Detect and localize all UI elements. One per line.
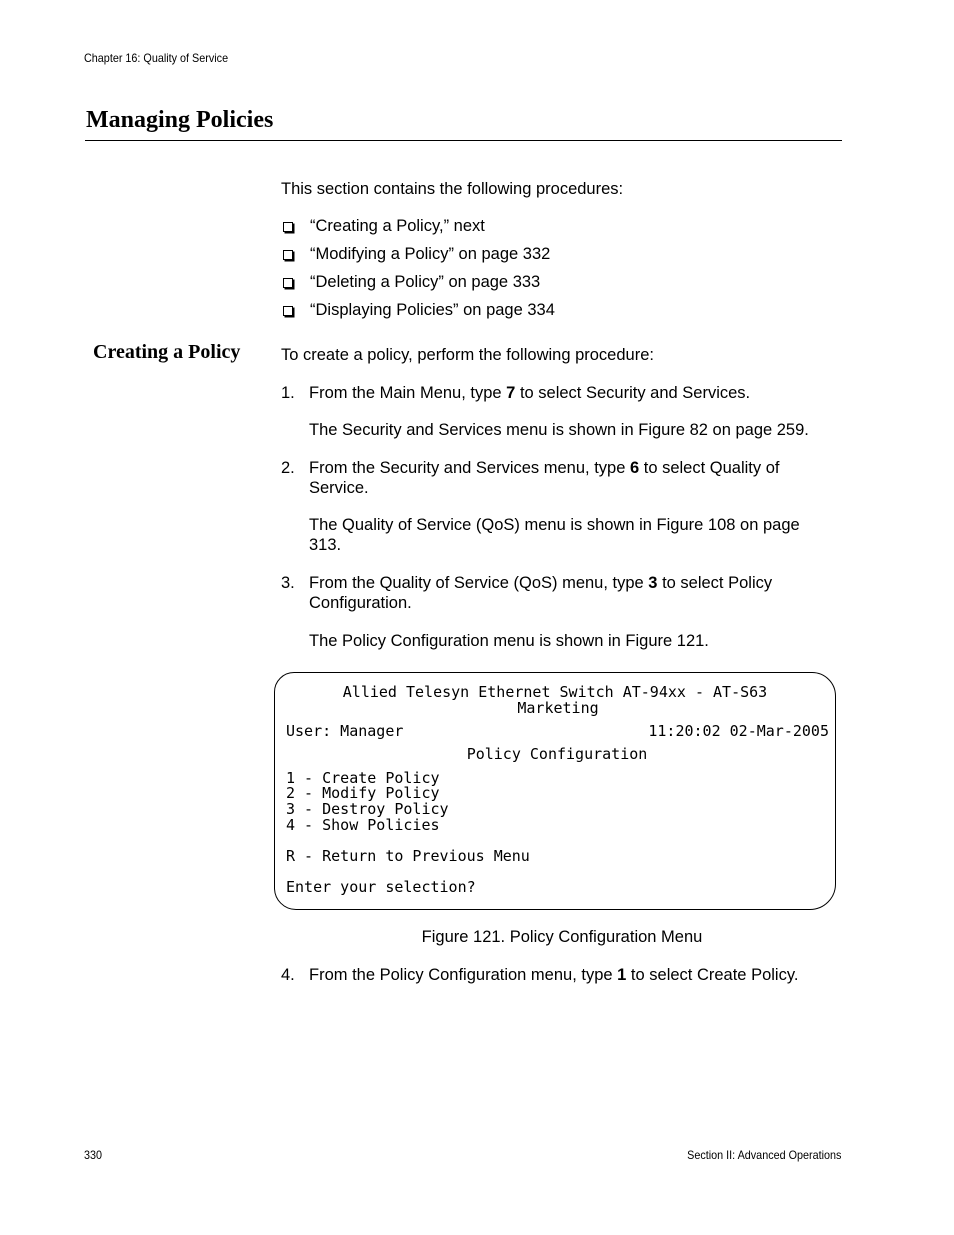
step-number: 4. [281,966,295,984]
terminal-title: Allied Telesyn Ethernet Switch AT-94xx - AT-S63 [342,683,768,701]
menu-item-return: R - Return to Previous Menu [286,847,530,865]
subsection-lead: To create a policy, perform the following procedure: [281,346,654,364]
step-note: The Security and Services menu is shown in Figure 82 on page 259. [309,421,809,439]
step-note: The Policy Configuration menu is shown in Figure 121. [309,632,709,650]
menu-item-modify-policy: 2 - Modify Policy [286,784,440,802]
section-intro: This section contains the following procedures: [281,180,624,198]
figure-caption: Figure 121. Policy Configuration Menu [421,928,703,946]
footer-section: Section II: Advanced Operations [686,1148,841,1162]
step-number: 1. [281,384,295,402]
terminal-menu-title: Policy Configuration [466,745,648,763]
terminal-screen [274,672,836,910]
list-item[interactable]: “Creating a Policy,” next [281,216,555,244]
procedure-list [281,216,555,328]
checkbox-bullet-icon [283,250,293,260]
checkbox-bullet-icon [283,278,293,288]
checkbox-bullet-icon [283,222,293,232]
step-number: 3. [281,574,295,592]
step-key: 3 [648,574,658,592]
step-number: 2. [281,459,295,477]
step-text: From the Security and Services menu, type 6 to select Quality of Service. [309,459,780,497]
step-key: 6 [629,459,640,477]
checkbox-bullet-icon [283,306,293,316]
terminal-subtitle: Marketing [517,699,599,717]
step-key: 7 [506,384,516,402]
list-item[interactable]: “Modifying a Policy” on page 332 [281,244,555,272]
subsection-title: Creating a Policy [93,341,241,363]
terminal-prompt: Enter your selection? [286,878,476,896]
step-text: From the Main Menu, type 7 to select Security and Services. [309,384,751,402]
list-item[interactable]: “Deleting a Policy” on page 333 [281,272,555,300]
terminal-datetime: 11:20:02 02-Mar-2005 [648,722,829,740]
step-note: The Quality of Service (QoS) menu is shown in Figure 108 on page 313. [309,516,800,554]
step-text: From the Quality of Service (QoS) menu, type 3 to select Policy Configuration. [309,574,773,612]
terminal-user: User: Manager [286,722,404,740]
step-key: 1 [617,966,627,984]
menu-item-show-policies: 4 - Show Policies [286,816,440,834]
step-text: From the Policy Configuration menu, type 1 to select Create Policy. [309,966,799,984]
title-rule [85,140,842,141]
list-item[interactable]: “Displaying Policies” on page 334 [281,300,555,328]
page-number: 330 [84,1148,103,1162]
running-head: Chapter 16: Quality of Service [84,51,229,65]
section-title: Managing Policies [86,107,274,133]
menu-item-create-policy: 1 - Create Policy [286,769,440,787]
menu-item-destroy-policy: 3 - Destroy Policy [286,800,449,818]
